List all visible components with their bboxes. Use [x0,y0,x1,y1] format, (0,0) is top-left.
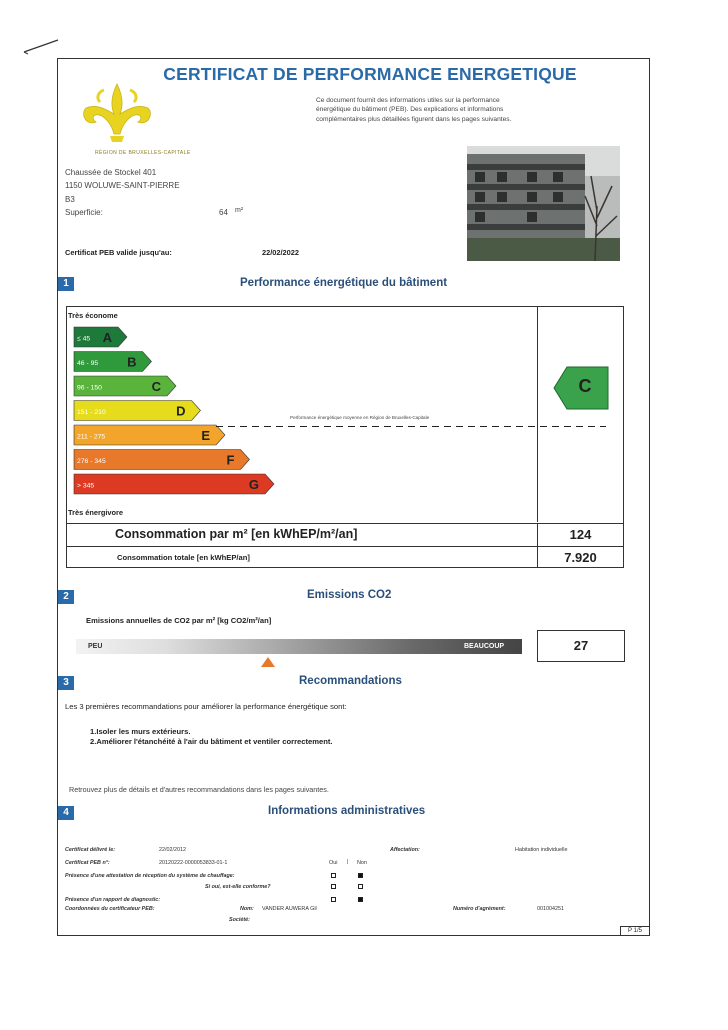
yes-label: Oui [329,860,338,866]
rating-range-label: 276 - 345 [77,458,106,465]
co2-gradient-bar [76,639,522,654]
iris-logo-icon [74,78,160,148]
rating-a [74,327,127,347]
area-value: 64 [219,208,228,217]
no-label: Non [357,860,367,866]
number-label: Certificat PEB n°: [65,860,110,866]
approval-label: Numéro d'agrément: [453,906,506,912]
recommendation-item: 2.Améliorer l'étanchéité à l'air du bâtiment et ventiler correctement. [90,737,333,746]
section-4-title: Informations administratives [268,805,426,817]
number-value: 20120222-0000053833-01-1 [159,860,228,866]
page-number: P 1/5 [620,926,650,936]
recommendations-more: Retrouvez plus de détails et d'autres recommandations dans les pages suivantes. [69,785,329,794]
rating-f [74,450,250,470]
approval-value: 001004251 [537,906,564,912]
intro-text: Ce document fournit des informations utiles sur la performance énergétique du bâtiment (PEB). Des explications et informations complémentaires plus détaillées figurent dans les pages suivantes. [316,97,512,123]
pen-mark [22,36,62,56]
rating-range-label: 211 - 275 [77,433,106,441]
compliant-label: Si oui, est-elle conforme? [205,884,271,890]
rating-range-label: 96 - 150 [77,384,102,392]
co2-label: Emissions annuelles de CO2 par m² [kg CO2/m²/an] [86,616,272,625]
rating-letter-label: F [226,452,235,468]
consumption-total-value: 7.920 [564,550,597,565]
building-photo [467,146,620,261]
consumption-m2-value: 124 [569,527,592,542]
section-1-title: Performance énergétique du bâtiment [240,277,448,289]
company-label: Société: [229,917,250,923]
rating-c [74,376,176,396]
rating-range-label: > 345 [77,482,95,490]
rating-b [74,352,152,372]
rating-g [74,474,274,494]
energy-rating-scale [66,320,626,506]
address-unit: B3 [65,195,75,204]
compliant-no-checkbox[interactable] [358,884,363,889]
section-2-title: Emissions CO2 [307,589,392,601]
diag-yes-checkbox[interactable] [331,897,336,902]
issued-value: 22/02/2012 [159,847,186,853]
scale-top-label: Très économe [68,311,118,320]
validity-label: Certificat PEB valide jusqu'au: [65,248,172,257]
allocation-value: Habitation individuelle [515,847,568,853]
validity-date: 22/02/2022 [262,248,299,257]
rating-d [74,401,201,421]
rating-letter-label: A [102,330,112,345]
heating-no-checkbox[interactable] [358,873,363,878]
rating-letter-label: B [127,354,137,370]
rating-range-label: ≤ 45 [77,335,91,343]
certifier-label: Coordonnées du certificateur PEB: [65,906,155,912]
co2-low-label: PEU [88,643,103,650]
consumption-m2-label: Consommation par m² [en kWhEP/m²/an] [115,527,358,541]
area-unit: m² [235,207,244,214]
average-note: Performance énergétique moyenne en Région de Bruxelles-Capitale [290,415,430,420]
co2-value: 27 [537,630,625,662]
result-letter: C [578,376,592,396]
diag-no-checkbox[interactable] [358,897,363,902]
section-3-title: Recommandations [299,675,402,687]
section-4-number: 4 [58,806,74,820]
section-3-number: 3 [58,676,74,690]
co2-high-label: BEAUCOUP [464,643,505,650]
name-value: VANDER AUWERA Gil [262,906,317,912]
recommendations-intro: Les 3 premières recommandations pour améliorer la performance énergétique sont: [65,702,347,711]
address-city: 1150 WOLUWE-SAINT-PIERRE [65,181,180,190]
compliant-yes-checkbox[interactable] [331,884,336,889]
address-street: Chaussée de Stockel 401 [65,168,157,177]
section-2-number: 2 [58,590,74,604]
column-divider: | [347,859,349,865]
rating-letter-label: C [151,379,161,394]
co2-marker-icon [260,656,276,668]
issued-label: Certificat délivré le: [65,847,116,853]
rating-letter-label: D [176,403,186,419]
name-label: Nom: [240,906,254,912]
recommendation-item: 1.Isoler les murs extérieurs. [90,727,191,736]
consumption-total-label: Consommation totale [en kWhEP/an] [117,553,250,562]
rating-letter-label: E [201,428,210,443]
page-title: CERTIFICAT DE PERFORMANCE ENERGETIQUE [163,64,577,84]
diag-label: Présence d'un rapport de diagnostic: [65,897,161,903]
rating-letter-label: G [248,477,259,492]
heating-yes-checkbox[interactable] [331,873,336,878]
rating-e [74,425,225,445]
scale-bottom-label: Très énergivore [68,508,124,517]
building-image [467,146,620,261]
rating-range-label: 46 - 95 [77,360,99,367]
area-label: Superficie: [65,208,103,217]
section-1-number: 1 [58,277,74,291]
rating-range-label: 151 - 210 [77,409,106,416]
heating-label: Présence d'une attestation de réception du système de chauffage: [65,873,235,879]
region-label: RÉGION DE BRUXELLES-CAPITALE [95,150,191,156]
allocation-label: Affectation: [390,847,420,853]
